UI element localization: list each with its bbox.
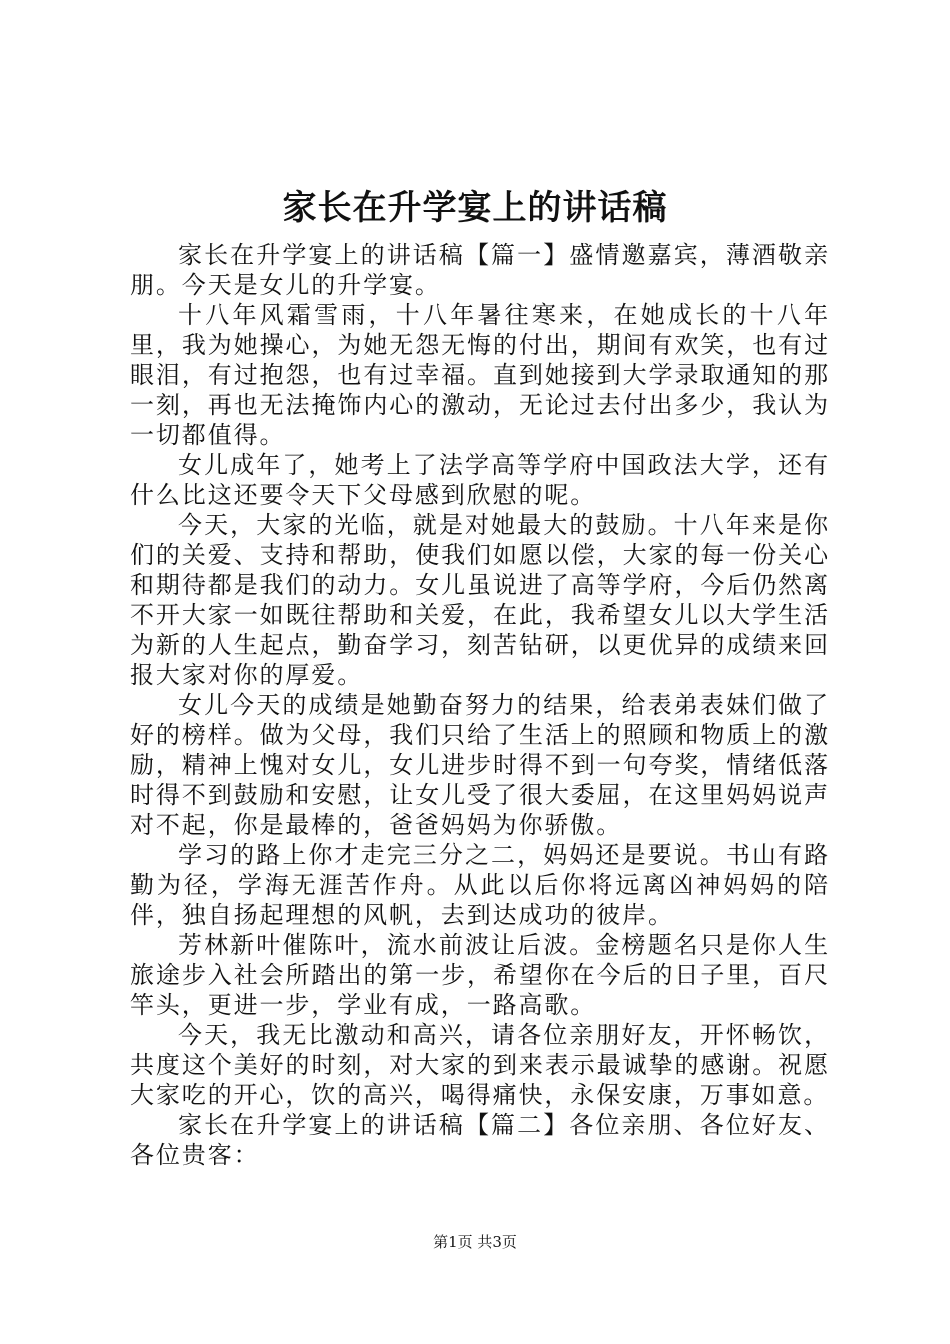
paragraph-5: 女儿今天的成绩是她勤奋努力的结果，给表弟表妹们做了好的榜样。做为父母，我们只给了生活上的照顾和物质上的激励，精神上愧对女儿，女儿进步时得不到一句夸奖，情绪低落时得不到鼓励和安慰，让女儿受了很大委屈，在这里妈妈说声对不起，你是最棒的，爸爸妈妈为你骄傲。 (130, 691, 830, 839)
paragraph-6: 学习的路上你才走完三分之二，妈妈还是要说。书山有路勤为径，学海无涯苦作舟。从此以后你将远离凶神妈妈的陪伴，独自扬起理想的风帆，去到达成功的彼岸。 (130, 841, 830, 929)
paragraph-8: 今天，我无比激动和高兴，请各位亲朋好友，开怀畅饮，共度这个美好的时刻，对大家的到来表示最诚挚的感谢。祝愿大家吃的开心，饮的高兴，喝得痛快，永保安康，万事如意。 (130, 1021, 830, 1109)
paragraph-2: 十八年风霜雪雨，十八年暑往寒来，在她成长的十八年里，我为她操心，为她无怨无悔的付出，期间有欢笑，也有过眼泪，有过抱怨，也有过幸福。直到她接到大学录取通知的那一刻，再也无法掩饰内心的激动，无论过去付出多少，我认为一切都值得。 (130, 301, 830, 449)
paragraph-7: 芳林新叶催陈叶，流水前波让后波。金榜题名只是你人生旅途步入社会所踏出的第一步，希望你在今后的日子里，百尺竿头，更进一步，学业有成，一路高歌。 (130, 931, 830, 1019)
paragraph-9: 家长在升学宴上的讲话稿【篇二】各位亲朋、各位好友、各位贵客： (130, 1111, 830, 1169)
paragraph-3: 女儿成年了，她考上了法学高等学府中国政法大学，还有什么比这还要令天下父母感到欣慰的呢。 (130, 451, 830, 509)
paragraph-4: 今天，大家的光临，就是对她最大的鼓励。十八年来是你们的关爱、支持和帮助，使我们如愿以偿，大家的每一份关心和期待都是我们的动力。女儿虽说进了高等学府，今后仍然离不开大家一如既往帮助和关爱，在此，我希望女儿以大学生活为新的人生起点，勤奋学习，刻苦钻研，以更优异的成绩来回报大家对你的厚爱。 (130, 511, 830, 689)
page-title: 家长在升学宴上的讲话稿 (282, 188, 668, 228)
paragraph-1: 家长在升学宴上的讲话稿【篇一】盛情邀嘉宾，薄酒敬亲朋。今天是女儿的升学宴。 (130, 241, 830, 299)
document-body (130, 240, 830, 1170)
page-number-footer: 第1页 共3页 (433, 1233, 517, 1251)
